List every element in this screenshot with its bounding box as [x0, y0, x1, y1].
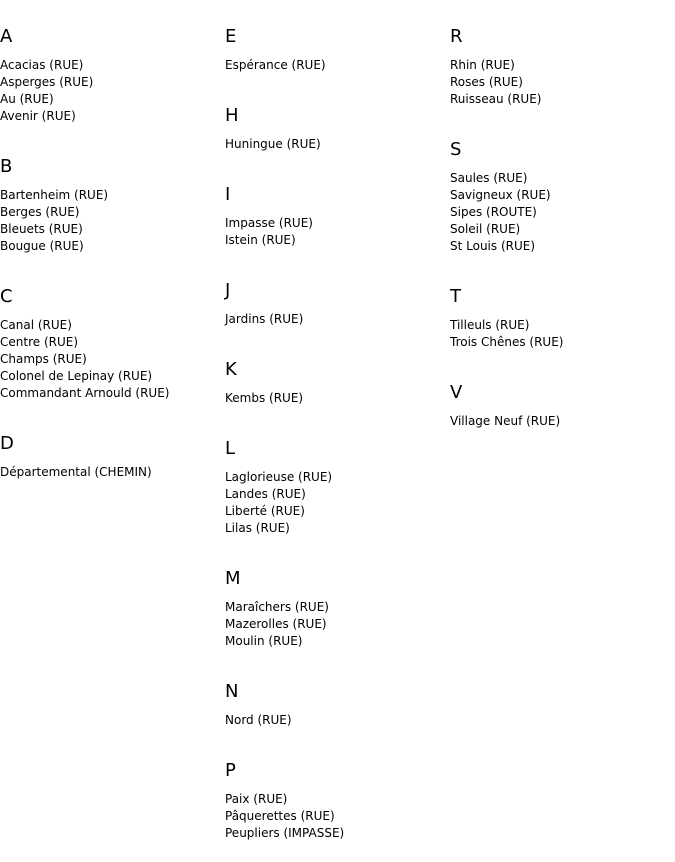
letter-group-i: [225, 173, 450, 249]
street-link[interactable]: Nord (RUE): [225, 712, 292, 727]
street-list: [450, 413, 675, 430]
street-link[interactable]: Trois Chênes (RUE): [450, 334, 564, 349]
letter-heading: V: [450, 381, 463, 403]
letter-group-v: [450, 371, 675, 430]
index-column-1: [0, 0, 225, 501]
street-link[interactable]: Roses (RUE): [450, 74, 523, 89]
street-link[interactable]: Istein (RUE): [225, 232, 296, 247]
letter-heading: H: [225, 104, 239, 126]
street-link[interactable]: Kembs (RUE): [225, 390, 304, 405]
street-link[interactable]: Avenir (RUE): [0, 108, 76, 123]
letter-group-c: [0, 275, 225, 402]
street-link[interactable]: Bartenheim (RUE): [0, 187, 109, 202]
street-list: [225, 599, 450, 650]
street-list: [225, 390, 450, 407]
street-link[interactable]: Asperges (RUE): [0, 74, 94, 89]
street-link[interactable]: Centre (RUE): [0, 334, 79, 349]
street-link[interactable]: Impasse (RUE): [225, 215, 313, 230]
street-link[interactable]: Canal (RUE): [0, 317, 72, 332]
letter-group-j: [225, 269, 450, 328]
street-link[interactable]: Pâquerettes (RUE): [225, 808, 335, 823]
street-link[interactable]: Village Neuf (RUE): [450, 413, 561, 428]
letter-group-k: [225, 348, 450, 407]
letter-heading: C: [0, 285, 13, 307]
street-list: [225, 469, 450, 537]
street-link[interactable]: Peupliers (IMPASSE): [225, 825, 345, 840]
letter-heading: K: [225, 358, 237, 380]
street-link[interactable]: Liberté (RUE): [225, 503, 305, 518]
street-list: [225, 215, 450, 249]
letter-heading: N: [225, 680, 239, 702]
letter-heading: R: [450, 25, 463, 47]
letter-heading: D: [0, 432, 14, 454]
letter-heading: M: [225, 567, 241, 589]
street-link[interactable]: Espérance (RUE): [225, 57, 326, 72]
letter-group-a: [0, 15, 225, 125]
street-list: [450, 317, 675, 351]
street-link[interactable]: Acacias (RUE): [0, 57, 84, 72]
street-link[interactable]: Bleuets (RUE): [0, 221, 83, 236]
letter-group-e: [225, 15, 450, 74]
street-link[interactable]: Savigneux (RUE): [450, 187, 551, 202]
letter-heading: S: [450, 138, 462, 160]
letter-group-b: [0, 145, 225, 255]
street-link[interactable]: Huningue (RUE): [225, 136, 321, 151]
letter-group-m: [225, 557, 450, 650]
letter-heading: J: [225, 279, 231, 301]
street-link[interactable]: Rhin (RUE): [450, 57, 515, 72]
street-list: [225, 712, 450, 729]
letter-group-r: [450, 15, 675, 108]
letter-heading: I: [225, 183, 231, 205]
street-list: [450, 170, 675, 255]
street-link[interactable]: Au (RUE): [0, 91, 54, 106]
street-link[interactable]: Landes (RUE): [225, 486, 306, 501]
street-link[interactable]: Laglorieuse (RUE): [225, 469, 333, 484]
street-link[interactable]: Lilas (RUE): [225, 520, 290, 535]
letter-group-d: [0, 422, 225, 481]
letter-heading: L: [225, 437, 236, 459]
street-list: [225, 57, 450, 74]
letter-group-n: [225, 670, 450, 729]
street-link[interactable]: Commandant Arnould (RUE): [0, 385, 170, 400]
street-list: [0, 187, 225, 255]
street-link[interactable]: Berges (RUE): [0, 204, 80, 219]
street-link[interactable]: Moulin (RUE): [225, 633, 303, 648]
street-link[interactable]: Champs (RUE): [0, 351, 87, 366]
street-list: [225, 791, 450, 842]
letter-heading: T: [450, 285, 461, 307]
street-link[interactable]: St Louis (RUE): [450, 238, 536, 253]
street-list: [450, 57, 675, 108]
letter-heading: P: [225, 759, 236, 781]
street-link[interactable]: Colonel de Lepinay (RUE): [0, 368, 153, 383]
letter-group-l: [225, 427, 450, 537]
letter-group-t: [450, 275, 675, 351]
street-link[interactable]: Tilleuls (RUE): [450, 317, 530, 332]
street-list: [225, 136, 450, 153]
street-link[interactable]: Jardins (RUE): [225, 311, 304, 326]
street-link[interactable]: Soleil (RUE): [450, 221, 521, 236]
letter-group-p: [225, 749, 450, 842]
letter-heading: E: [225, 25, 237, 47]
letter-heading: A: [0, 25, 13, 47]
street-link[interactable]: Saules (RUE): [450, 170, 528, 185]
letter-heading: B: [0, 155, 13, 177]
street-link[interactable]: Sipes (ROUTE): [450, 204, 537, 219]
street-link[interactable]: Paix (RUE): [225, 791, 288, 806]
street-link[interactable]: Maraîchers (RUE): [225, 599, 329, 614]
street-link[interactable]: Bougue (RUE): [0, 238, 84, 253]
street-link[interactable]: Ruisseau (RUE): [450, 91, 542, 106]
street-link[interactable]: Mazerolles (RUE): [225, 616, 327, 631]
street-link[interactable]: Départemental (CHEMIN): [0, 464, 152, 479]
street-list: [225, 311, 450, 328]
letter-group-s: [450, 128, 675, 255]
street-list: [0, 464, 225, 481]
index-column-3: [450, 0, 675, 450]
letter-group-h: [225, 94, 450, 153]
street-list: [0, 57, 225, 125]
index-column-2: [225, 0, 450, 862]
street-list: [0, 317, 225, 402]
